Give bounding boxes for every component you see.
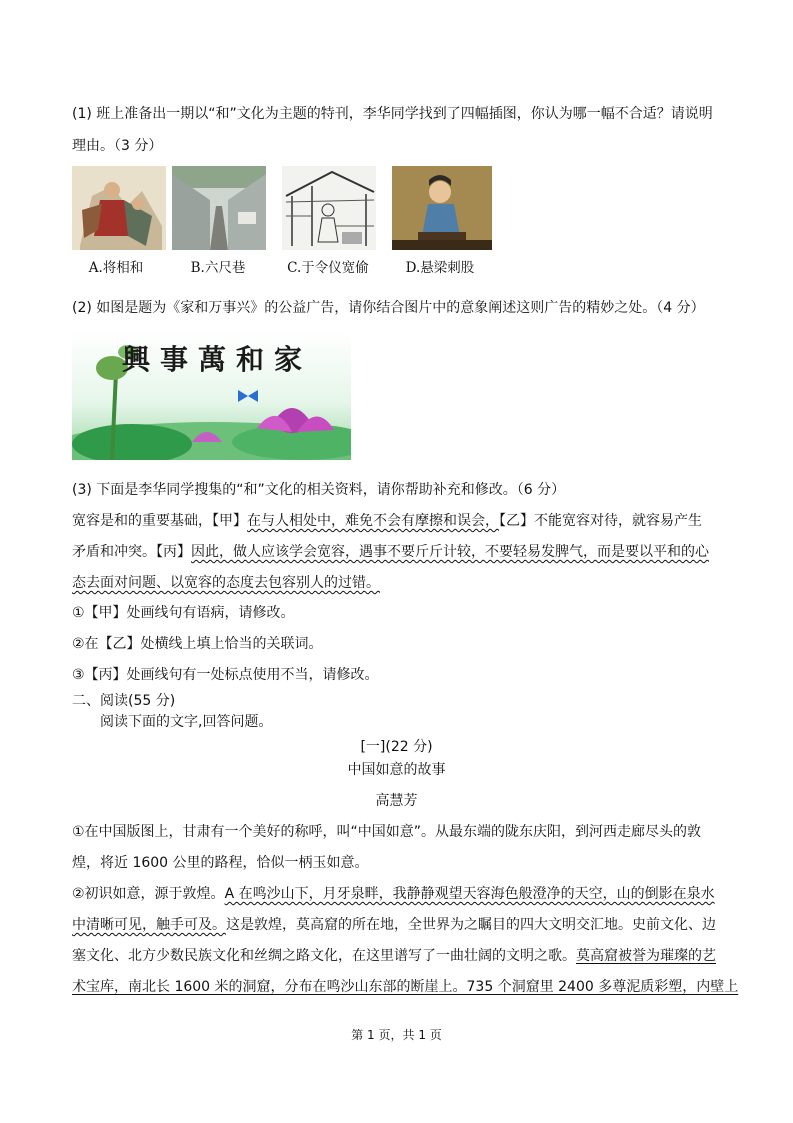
article-l4-a: 中清晰可见，触手可及。	[72, 917, 226, 933]
q3-line1: (3) 下面是李华同学搜集的“和”文化的相关资料，请你帮助补充和修改。（6 分）	[72, 482, 566, 498]
image-c-sketch	[282, 166, 376, 250]
part-label: [一](22 分)	[360, 739, 433, 755]
banner-title: 興事萬和家	[122, 343, 313, 376]
q3-p2-b: 因此，做人应该学会宽容，遇事不要斤斤计较，不要轻易发脾气，而是要以平和的心	[191, 544, 709, 560]
caption-d: D.悬梁刺股	[405, 260, 475, 276]
q3-paragraph-line1	[72, 511, 702, 531]
image-d-statue	[392, 166, 492, 250]
q1-line1: (1) 班上准备出一期以“和”文化为主题的特刊，李华同学找到了四幅插图，你认为哪一幅不合适？请说明	[72, 106, 713, 122]
article-title: 中国如意的故事	[347, 762, 446, 778]
public-ad-banner	[72, 332, 351, 460]
caption-a: A.将相和	[88, 260, 144, 276]
section2-intro: 阅读下面的文字,回答问题。	[100, 714, 273, 730]
q3-paragraph-line3: 态去面对问题、以宽容的态度去包容别人的过错。	[72, 575, 380, 591]
article-author: 高慧芳	[375, 793, 418, 809]
q3-sub2: ②在【乙】处横线上填上恰当的关联词。	[72, 636, 323, 652]
article-l3-a: ②初识如意，源于敦煌。	[72, 886, 225, 902]
article-line6: 术宝库，南北长 1600 米的洞窟，分布在鸣沙山东部的断崖上。735 个洞窟里 2400 多尊泥质彩塑，内壁上	[72, 979, 739, 995]
q3-p1-c: 【乙】不能宽容对待，就容易产生	[499, 513, 702, 529]
illustration-strip	[72, 166, 496, 276]
article-l3-b: A 在鸣沙山下，月牙泉畔，我静静观望天容海色般澄净的天空，山的倒影在泉水	[224, 886, 715, 902]
q2-line1: (2) 如图是题为《家和万事兴》的公益广告，请你结合图片中的意象阐述这则广告的精妙之处。（4 分）	[72, 300, 705, 316]
caption-c: C.于令仪宽偷	[287, 260, 369, 276]
article-line3	[72, 884, 715, 904]
page-footer: 第 1 页，共 1 页	[351, 1028, 442, 1042]
image-b-alley	[172, 166, 266, 250]
article-l5-a: 塞文化、北方少数民族文化和丝绸之路文化，在这里谱写了一曲壮阔的文明之歌。	[72, 948, 576, 964]
q3-p1-b: 在与人相处中，难免不会有摩擦和误会，	[247, 513, 499, 529]
article-l4-b: 这是敦煌，莫高窟的所在地，全世界为之瞩目的四大文明交汇地。史前文化、边	[226, 917, 716, 933]
q3-p2-a: 矛盾和冲突。【丙】	[72, 544, 191, 560]
q3-sub1: ①【甲】处画线句有语病，请修改。	[72, 605, 295, 621]
article-line2: 煌，将近 1600 公里的路程，恰似一柄玉如意。	[72, 855, 369, 871]
q3-p1-a: 宽容是和的重要基础，【甲】	[72, 513, 247, 529]
caption-b: B.六尺巷	[190, 260, 246, 276]
article-line1: ①在中国版图上，甘肃有一个美好的称呼，叫“中国如意”。从最东端的陇东庆阳，到河西走廊尽头的敦	[72, 824, 702, 840]
q3-sub3: ③【丙】处画线句有一处标点使用不当，请修改。	[72, 667, 379, 683]
q1-line2: 理由。（3 分）	[72, 138, 163, 154]
article-line4	[72, 915, 716, 935]
section2-heading: 二、阅读(55 分)	[72, 693, 176, 709]
image-a-general	[72, 166, 166, 250]
q3-paragraph-line2	[72, 542, 709, 562]
article-l5-b: 莫高窟被誉为璀璨的艺	[576, 948, 716, 964]
article-line5	[72, 946, 716, 966]
